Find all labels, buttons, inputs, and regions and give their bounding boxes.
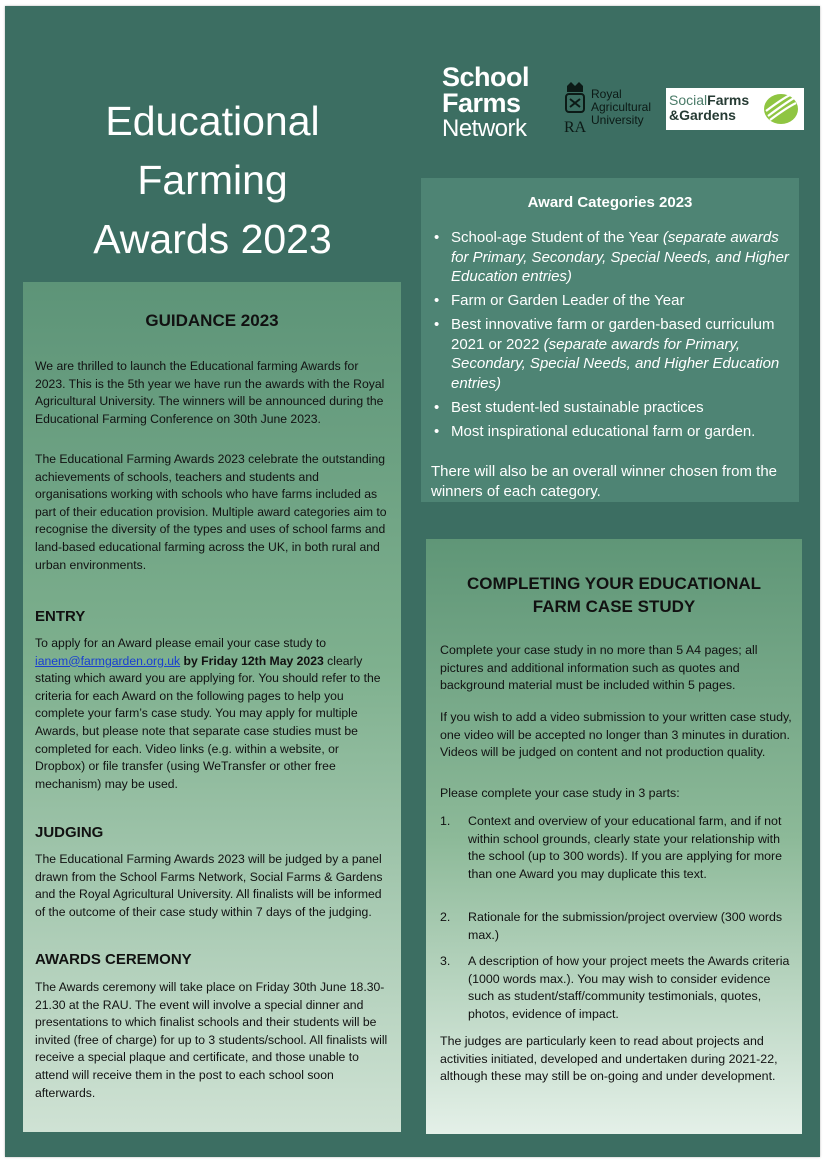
case-study-para-4: The judges are particularly keen to read about projects and activities initiated, developed and undertaken during 2021-22, although these may still be on-going and under development. [440, 1034, 778, 1084]
leaf-icon [762, 90, 800, 128]
social-farms-gardens-logo [666, 88, 804, 130]
case-study-heading-line-1: COMPLETING YOUR EDUCATIONAL [466, 574, 762, 593]
item-number: 2. [440, 910, 451, 924]
item-number: 3. [440, 954, 451, 968]
title-line-2: Farming [137, 157, 288, 203]
page-title [35, 92, 390, 269]
category-text: Best innovative farm or garden-based curriculum 2021 or 2022 [451, 316, 775, 353]
entry-deadline: by Friday 12th May 2023 [180, 653, 324, 668]
sfg-logo-word-farms: Farms [707, 92, 750, 108]
category-text: School-age Student of the Year [451, 229, 663, 246]
ceremony-heading: AWARDS CEREMONY [35, 951, 192, 968]
item-text: Rationale for the submission/project overview (300 words max.) [468, 910, 783, 942]
title-line-1: Educational [105, 98, 320, 144]
categories-heading: Award Categories 2023 [527, 194, 693, 211]
rau-logo-line-3: University [591, 113, 644, 127]
rau-logo-text [591, 88, 651, 127]
sfn-logo-line-1: School [442, 62, 530, 92]
svg-text:RA: RA [564, 119, 587, 136]
list-item [431, 291, 791, 311]
category-note: (separate awards for Primary, Secondary, Special Needs, and Higher Education entries) [451, 335, 780, 392]
sfg-logo-line-2: &Gardens [669, 107, 736, 123]
sfn-logo-line-2: Farms [442, 88, 521, 118]
guidance-heading: GUIDANCE 2023 [145, 311, 279, 330]
title-line-3: Awards 2023 [93, 216, 332, 262]
guidance-intro: We are thrilled to launch the Educational farming Awards for 2023. This is the 5th year we have run the awards with the Royal Agricultural University. The winners will be announced during the Educational Farming Conference on 30th June 2023. [35, 359, 385, 426]
category-text: Best student-led sustainable practices [451, 398, 704, 416]
case-study-para-1: Complete your case study in no more than 5 A4 pages; all pictures and additional information such as quotes and background material must be included within 5 pages. [440, 643, 758, 693]
case-study-para-2: If you wish to add a video submission to your written case study, one video will be accepted no longer than 3 minutes in duration. Videos will be judged on content and not production quality. [440, 710, 792, 760]
guidance-intro-2: The Educational Farming Awards 2023 celebrate the outstanding achievements of schools, teachers and students and organisations working with schools who have farms included as part of their education provision. Multiple award categories aim to recognise the diversity of the types and uses of school farms and land-based educational farming across the UK, in both rural and urban environments. [35, 452, 387, 572]
list-item [431, 398, 791, 418]
judging-heading: JUDGING [35, 824, 104, 841]
list-item [431, 315, 791, 393]
category-text: Most inspirational educational farm or garden. [451, 422, 756, 440]
royal-agricultural-university-logo [561, 82, 661, 140]
entry-email-link[interactable]: ianem@farmgarden.org.uk [35, 653, 181, 668]
sfn-logo-line-3: Network [442, 115, 527, 142]
award-categories-panel [421, 178, 799, 502]
list-item [431, 228, 791, 287]
guidance-panel [23, 282, 401, 1132]
school-farms-network-logo [442, 64, 529, 142]
sfg-logo-word-social: Social [669, 92, 708, 108]
entry-heading: ENTRY [35, 608, 86, 625]
ceremony-text: The Awards ceremony will take place on Friday 30th June 18.30-21.30 at the RAU. The event will involve a special dinner and presentations to which finalist schools and their students will be invited (free of charge) for up to 3 students/school. All finalists will receive a special plaque and certificate, and those unable to attend will receive them in the post to each school soon afterwards. [35, 980, 388, 1100]
list-item [431, 422, 791, 442]
poster-page [5, 6, 820, 1157]
category-text: Farm or Garden Leader of the Year [451, 292, 685, 310]
rau-logo-line-2: Agricultural [591, 100, 652, 114]
case-study-panel [426, 539, 802, 1134]
rau-crest-icon [563, 82, 587, 138]
case-study-para-3: Please complete your case study in 3 parts: [440, 786, 680, 800]
entry-text-post: clearly stating which award you are applying for. You should refer to the criteria for each Award on the following pages to help you complete your farm’s case study. You may apply for multiple Awards, but please note that separate case studies must be completed for each. Video links (e.g. within a website, or Dropbox) or file transfer (using WeTransfer or other free mechanism) may be used. [35, 653, 381, 791]
entry-text-pre: To apply for an Award please email your case study to [35, 636, 327, 650]
category-note: (separate awards for Primary, Secondary, Special Needs, and Higher Education entries) [451, 229, 789, 285]
item-text: A description of how your project meets the Awards criteria (1000 words max.). You may wish to consider evidence such as student/staff/community testimonials, quotes, photos, evidence of impact. [468, 954, 790, 1021]
categories-footer: There will also be an overall winner chosen from the winners of each category. [431, 463, 778, 500]
entry-text [35, 635, 391, 793]
case-study-heading [426, 572, 802, 618]
item-number: 1. [440, 814, 451, 828]
rau-logo-line-1: Royal [591, 87, 622, 101]
categories-list [431, 228, 791, 446]
case-study-heading-line-2: FARM CASE STUDY [532, 597, 696, 616]
judging-text: The Educational Farming Awards 2023 will be judged by a panel drawn from the School Farms Network, Social Farms & Gardens and the Royal Agricultural University. All finalists will be informed of the outcome of their case study within 7 days of the judging. [35, 852, 383, 919]
sfg-logo-text [669, 93, 749, 123]
item-text: Context and overview of your educational farm, and if not within school grounds, clearly state your relationship with the school (up to 300 words). If you are applying for more than one Award you may duplicate this text. [468, 814, 783, 881]
